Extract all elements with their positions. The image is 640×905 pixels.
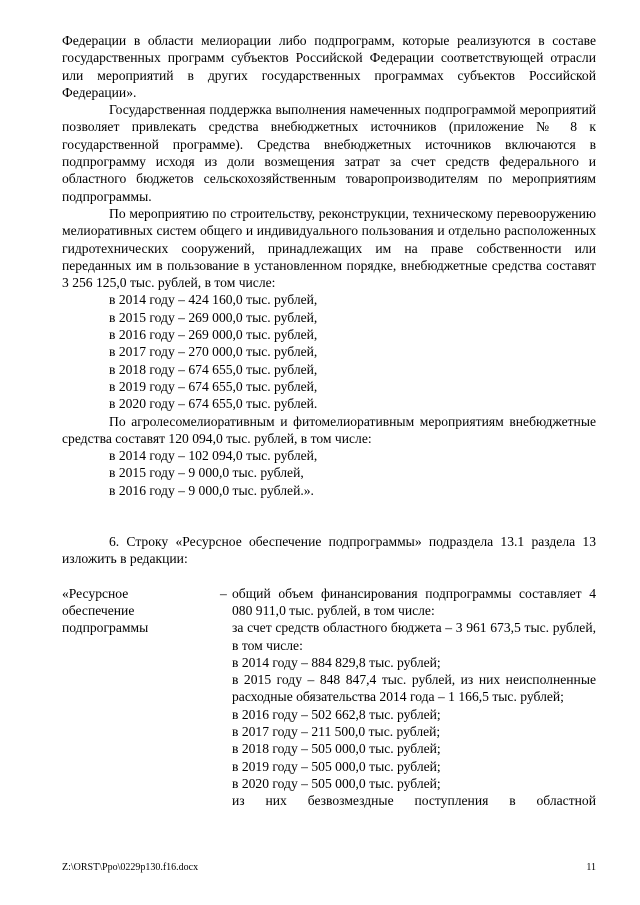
paragraph-construction-measure: По мероприятию по строительству, реконструкции, техническому перевооружению мелиоративных систем общего и индивидуального пользования и отдельно расположенных гидротехнических сооружений, принадлежащих им на праве собственности или переданных им в пользование в установленном порядке, внебюджетные средства составят 3 256 125,0 тыс. рублей, в том числе: [62, 205, 596, 291]
resource-label-line: подпрограммы [62, 620, 149, 636]
resource-year-line: в 2020 году – 505 000,0 тыс. рублей; [232, 775, 441, 791]
list-item: в 2018 году – 674 655,0 тыс. рублей, [109, 361, 318, 377]
resource-grants-line: из них безвозмездные поступления в областной [232, 793, 596, 809]
paragraph-agroforestry-measure: По агролесомелиоративным и фитомелиоративным мероприятиям внебюджетные средства составят 120 094,0 тыс. рублей, в том числе: [62, 413, 596, 446]
paragraph-state-support: Государственная поддержка выполнения намеченных подпрограммой мероприятий позволяет привлекать средства внебюджетных источников (приложение № 8 к государственной программе). Средства внебюджетных источников включаются в подпрограмму исходя из доли возмещения затрат за счет средств федерального и областного бюджетов сельскохозяйственным товаропроизводителям по мероприятиям подпрограммы. [62, 102, 596, 204]
document-body [62, 32, 596, 809]
list-item: в 2016 году – 9 000,0 тыс. рублей.». [109, 482, 314, 498]
list-item: в 2016 году – 269 000,0 тыс. рублей, [109, 327, 318, 343]
list-item: в 2015 году – 269 000,0 тыс. рублей, [109, 309, 318, 325]
resource-year-line: в 2019 году – 505 000,0 тыс. рублей; [232, 758, 441, 774]
resource-year-line: в 2016 году – 502 662,8 тыс. рублей; [232, 706, 441, 722]
resource-year-line: в 2014 году – 884 829,8 тыс. рублей; [232, 654, 441, 670]
resource-label-line: обеспечение [62, 602, 135, 618]
paragraph-gap [62, 568, 596, 585]
paragraph-continuation: Федерации в области мелиорации либо подпрограмм, которые реализуются в составе государственных программ субъектов Российской Федерации соответствующей отрасли или мероприятий в других государственных программах субъектов Российской Федерации». [62, 33, 596, 100]
resource-dash: – [220, 585, 227, 601]
resource-year-line: в 2017 году – 211 500,0 тыс. рублей; [232, 723, 441, 739]
resource-label [62, 585, 220, 810]
list-item: в 2020 году – 674 655,0 тыс. рублей. [109, 396, 318, 412]
page-footer [62, 862, 596, 873]
resource-year-line: в 2018 году – 505 000,0 тыс. рублей; [232, 741, 441, 757]
resource-year-line: в 2015 году – 848 847,4 тыс. рублей, из них неисполненные расходные обязательства 2014 года – 1 166,5 тыс. рублей; [232, 672, 596, 705]
list-item: в 2014 году – 102 094,0 тыс. рублей, [109, 448, 318, 464]
list-item: в 2014 году – 424 160,0 тыс. рублей, [109, 292, 318, 308]
page-number: 11 [586, 862, 596, 873]
year-list-construction [62, 291, 596, 412]
resource-value [232, 585, 596, 810]
footer-file-path: Z:\ORST\Ppo\0229p130.f16.docx [62, 862, 199, 873]
list-item: в 2017 году – 270 000,0 тыс. рублей, [109, 344, 318, 360]
list-item: в 2015 году – 9 000,0 тыс. рублей, [109, 465, 304, 481]
resource-total: общий объем финансирования подпрограммы составляет 4 080 911,0 тыс. рублей, в том числе: [232, 585, 596, 618]
amendment-item-6: 6. Строку «Ресурсное обеспечение подпрограммы» подраздела 13.1 раздела 13 изложить в редакции: [62, 534, 596, 567]
resource-table-row [62, 585, 596, 810]
list-item: в 2019 году – 674 655,0 тыс. рублей, [109, 378, 318, 394]
resource-regional-budget: за счет средств областного бюджета – 3 961 673,5 тыс. рублей, в том числе: [232, 620, 596, 653]
resource-label-line: «Ресурсное [62, 585, 129, 601]
paragraph-gap [62, 516, 596, 533]
paragraph-gap [62, 499, 596, 516]
year-list-agroforestry [62, 447, 596, 499]
